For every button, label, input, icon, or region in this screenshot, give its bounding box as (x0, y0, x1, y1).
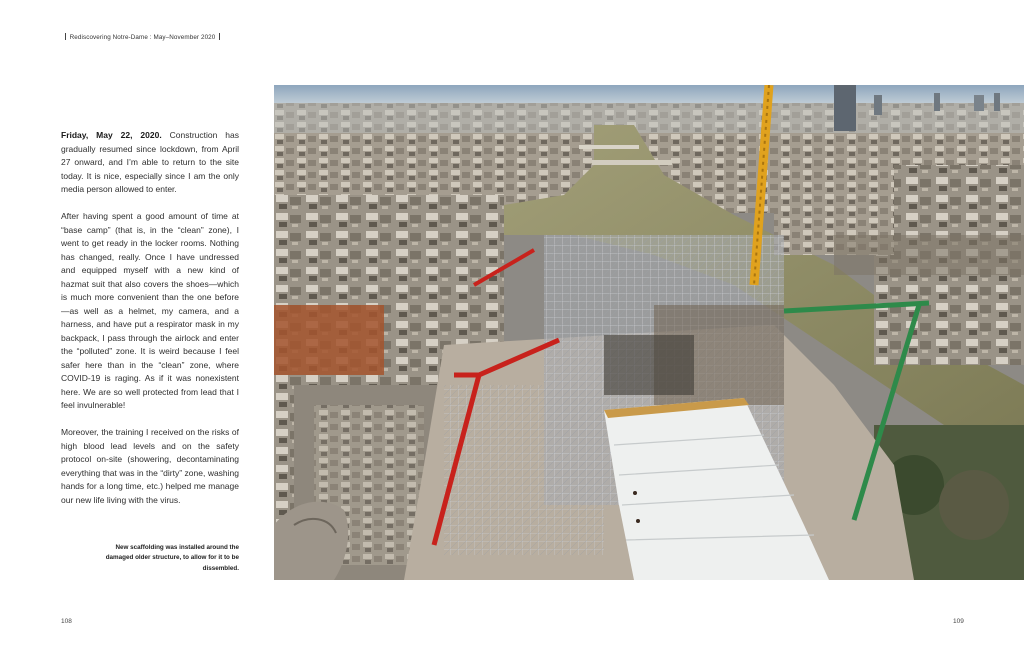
header-rule-right (219, 33, 220, 40)
photo-illustration (274, 85, 1024, 580)
photo-caption: New scaffolding was installed around the damaged older structure, to allow for it to be dissembled. (105, 544, 239, 572)
bridge (579, 145, 639, 149)
running-title: Rediscovering Notre-Dame : May–November 2020 (69, 34, 216, 41)
entry-date: Friday, May 22, 2020. (61, 130, 162, 140)
paragraph-1 (61, 129, 239, 197)
paragraph-2: After having spent a good amount of time at “base camp” (that is, in the “clean” zone), I went to get ready in the locker rooms. Nothing has changed, really. Once I have undressed and equipped myself with a new kind of hazmat suit that also covers the shoes—which is much more convenient than the one before—as well as a helmet, my camera, and a harness, and have put a respirator mask in my backpack, I pass through the airlock and enter the “polluted” zone. It is weird because I feel safer here than in the “clean” zone, where COVID-19 is raging. As if it was nonexistent here. We are so well protected from lead that I feel invulnerable! (61, 211, 239, 410)
paragraph-3: Moreover, the training I received on the risks of high blood lead levels and on the safety protocol on-site (showering, decontaminating everything that was in the “dirty” zone, washing hands for a long time, etc.) helped me manage our new life living with the virus. (61, 427, 239, 505)
paragraph-1-text: Construction has gradually resumed since lockdown, from April 27 onward, and I’m able to return to the site today. It is nice, especially since I am the only media person allowed to enter. (61, 130, 239, 194)
cathedral-construction-photo (274, 85, 1024, 580)
body-text (61, 129, 239, 521)
running-header (61, 33, 224, 41)
skyline-tower (834, 85, 856, 131)
page-number-left: 108 (61, 618, 72, 625)
header-rule-left (65, 33, 66, 40)
page-number-right: 109 (953, 618, 964, 625)
worker (633, 491, 637, 495)
